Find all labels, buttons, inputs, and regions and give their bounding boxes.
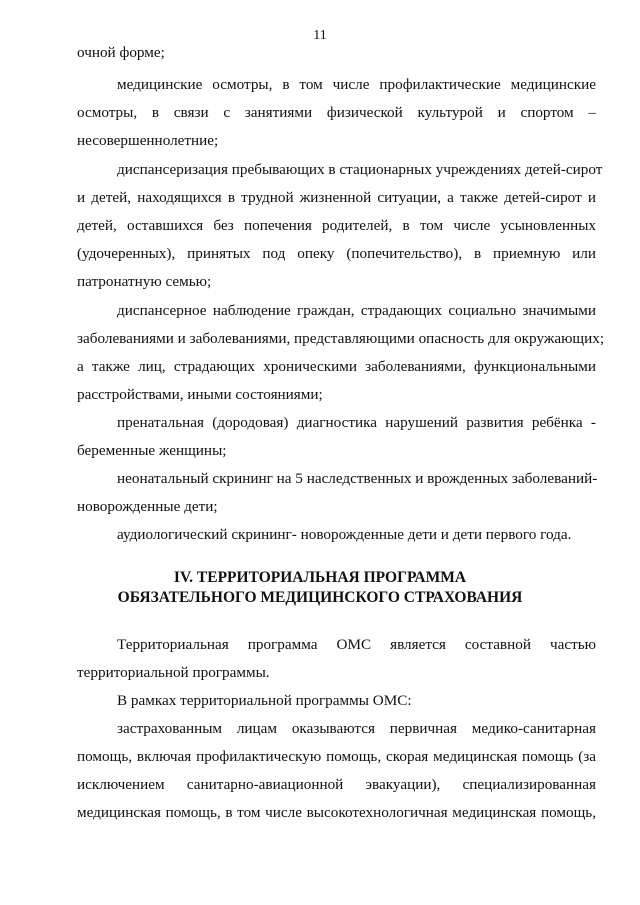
- text-line: исключением санитарно-авиационной эвакуации), специализированная: [77, 776, 596, 793]
- text-line: диспансерное наблюдение граждан, страдающих социально значимыми: [117, 302, 596, 319]
- text-line: осмотры, в связи с занятиями физической культурой и спортом –: [77, 104, 596, 121]
- text-line: Территориальная программа ОМС является составной частью: [117, 636, 596, 653]
- section-heading-line-2: ОБЯЗАТЕЛЬНОГО МЕДИЦИНСКОГО СТРАХОВАНИЯ: [117, 589, 523, 606]
- text-line: пренатальная (дородовая) диагностика нарушений развития ребёнка -: [117, 414, 596, 431]
- text-line: медицинская помощь, в том числе высокотехнологичная медицинская помощь,: [77, 804, 596, 821]
- text-line: патронатную семью;: [77, 273, 212, 290]
- text-line: диспансеризация пребывающих в стационарных учреждениях детей-сирот: [117, 161, 603, 178]
- text-line: новорожденные дети;: [77, 498, 218, 515]
- page-number: 11: [313, 28, 327, 43]
- text-line: (удочеренных), принятых под опеку (попечительство), в приемную или: [77, 245, 596, 262]
- text-line: а также лиц, страдающих хроническими заболеваниями, функциональными: [77, 358, 596, 375]
- text-line: застрахованным лицам оказываются первичная медико-санитарная: [117, 720, 596, 737]
- text-line: В рамках территориальной программы ОМС:: [117, 692, 412, 709]
- text-line: неонатальный скрининг на 5 наследственных и врожденных заболеваний-: [117, 470, 598, 487]
- text-line: аудиологический скрининг- новорожденные дети и дети первого года.: [117, 526, 572, 543]
- text-line: и детей, находящихся в трудной жизненной ситуации, а также детей-сирот и: [77, 189, 596, 206]
- text-line: очной форме;: [77, 44, 165, 61]
- text-line: расстройствами, иными состояниями;: [77, 386, 323, 403]
- text-line: медицинские осмотры, в том числе профилактические медицинские: [117, 76, 596, 93]
- text-line: детей, оставшихся без попечения родителей, в том числе усыновленных: [77, 217, 596, 234]
- text-line: несовершеннолетние;: [77, 132, 219, 149]
- text-line: беременные женщины;: [77, 442, 227, 459]
- text-line: территориальной программы.: [77, 664, 270, 681]
- section-heading-line-1: IV. ТЕРРИТОРИАЛЬНАЯ ПРОГРАММА: [173, 569, 467, 586]
- text-line: заболеваниями и заболеваниями, представляющими опасность для окружающих;: [77, 330, 605, 347]
- text-line: помощь, включая профилактическую помощь, скорая медицинская помощь (за: [77, 748, 596, 765]
